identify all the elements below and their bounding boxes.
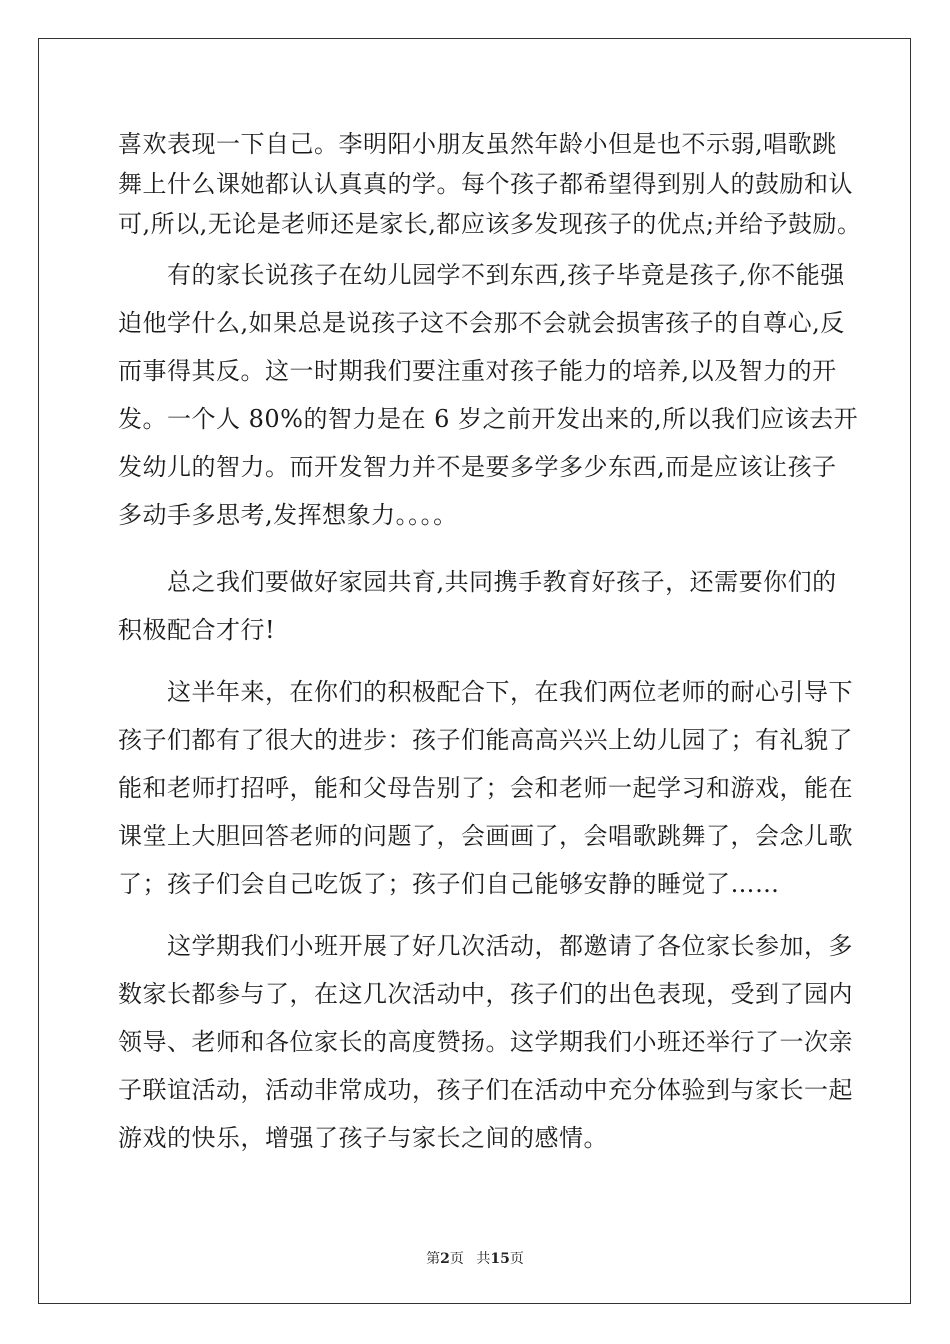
text-line: 发幼儿的智力。而开发智力并不是要多学多少东西,而是应该让孩子 — [118, 453, 837, 481]
text-line: 游戏的快乐，增强了孩子与家长之间的感情。 — [118, 1124, 608, 1152]
text-line: 了；孩子们会自己吃饭了；孩子们自己能够安静的睡觉了…… — [118, 870, 780, 898]
text-line: 有的家长说孩子在幼儿园学不到东西,孩子毕竟是孩子,你不能强 — [118, 261, 845, 289]
text-line: 发。一个人 80%的智力是在 6 岁之前开发出来的,所以我们应该去开 — [118, 405, 859, 433]
text-line: 而事得其反。这一时期我们要注重对孩子能力的培养,以及智力的开 — [118, 357, 837, 385]
text-line: 舞上什么课她都认认真真的学。每个孩子都希望得到别人的鼓励和认 — [118, 170, 853, 198]
text-line: 这学期我们小班开展了好几次活动，都邀请了各位家长参加，多 — [118, 932, 853, 960]
text-line: 喜欢表现一下自己。李明阳小朋友虽然年龄小但是也不示弱,唱歌跳 — [118, 130, 837, 158]
text-line: 孩子们都有了很大的进步：孩子们能高高兴兴上幼儿园了；有礼貌了 — [118, 726, 853, 754]
text-line: 能和老师打招呼，能和父母告别了；会和老师一起学习和游戏，能在 — [118, 774, 853, 802]
text-line: 领导、老师和各位家长的高度赞扬。这学期我们小班还举行了一次亲 — [118, 1028, 853, 1056]
page-footer — [0, 1248, 950, 1268]
text-line: 迫他学什么,如果总是说孩子这不会那不会就会损害孩子的自尊心,反 — [118, 309, 845, 337]
text-line: 子联谊活动，活动非常成功，孩子们在活动中充分体验到与家长一起 — [118, 1076, 853, 1104]
text-line: 数家长都参与了，在这几次活动中，孩子们的出色表现，受到了园内 — [118, 980, 853, 1008]
page-indicator: 第2页 — [426, 1251, 464, 1267]
text-line: 这半年来，在你们的积极配合下，在我们两位老师的耐心引导下 — [118, 678, 853, 706]
text-line: 积极配合才行! — [118, 616, 276, 644]
text-line: 多动手多思考,发挥想象力。。。。 — [118, 501, 458, 529]
total-pages-indicator: 共15页 — [476, 1251, 524, 1267]
text-line: 课堂上大胆回答老师的问题了，会画画了，会唱歌跳舞了，会念儿歌 — [118, 822, 853, 850]
text-line: 可,所以,无论是老师还是家长,都应该多发现孩子的优点;并给予鼓励。 — [118, 210, 862, 238]
text-line: 总之我们要做好家园共育,共同携手教育好孩子，还需要你们的 — [118, 568, 837, 596]
